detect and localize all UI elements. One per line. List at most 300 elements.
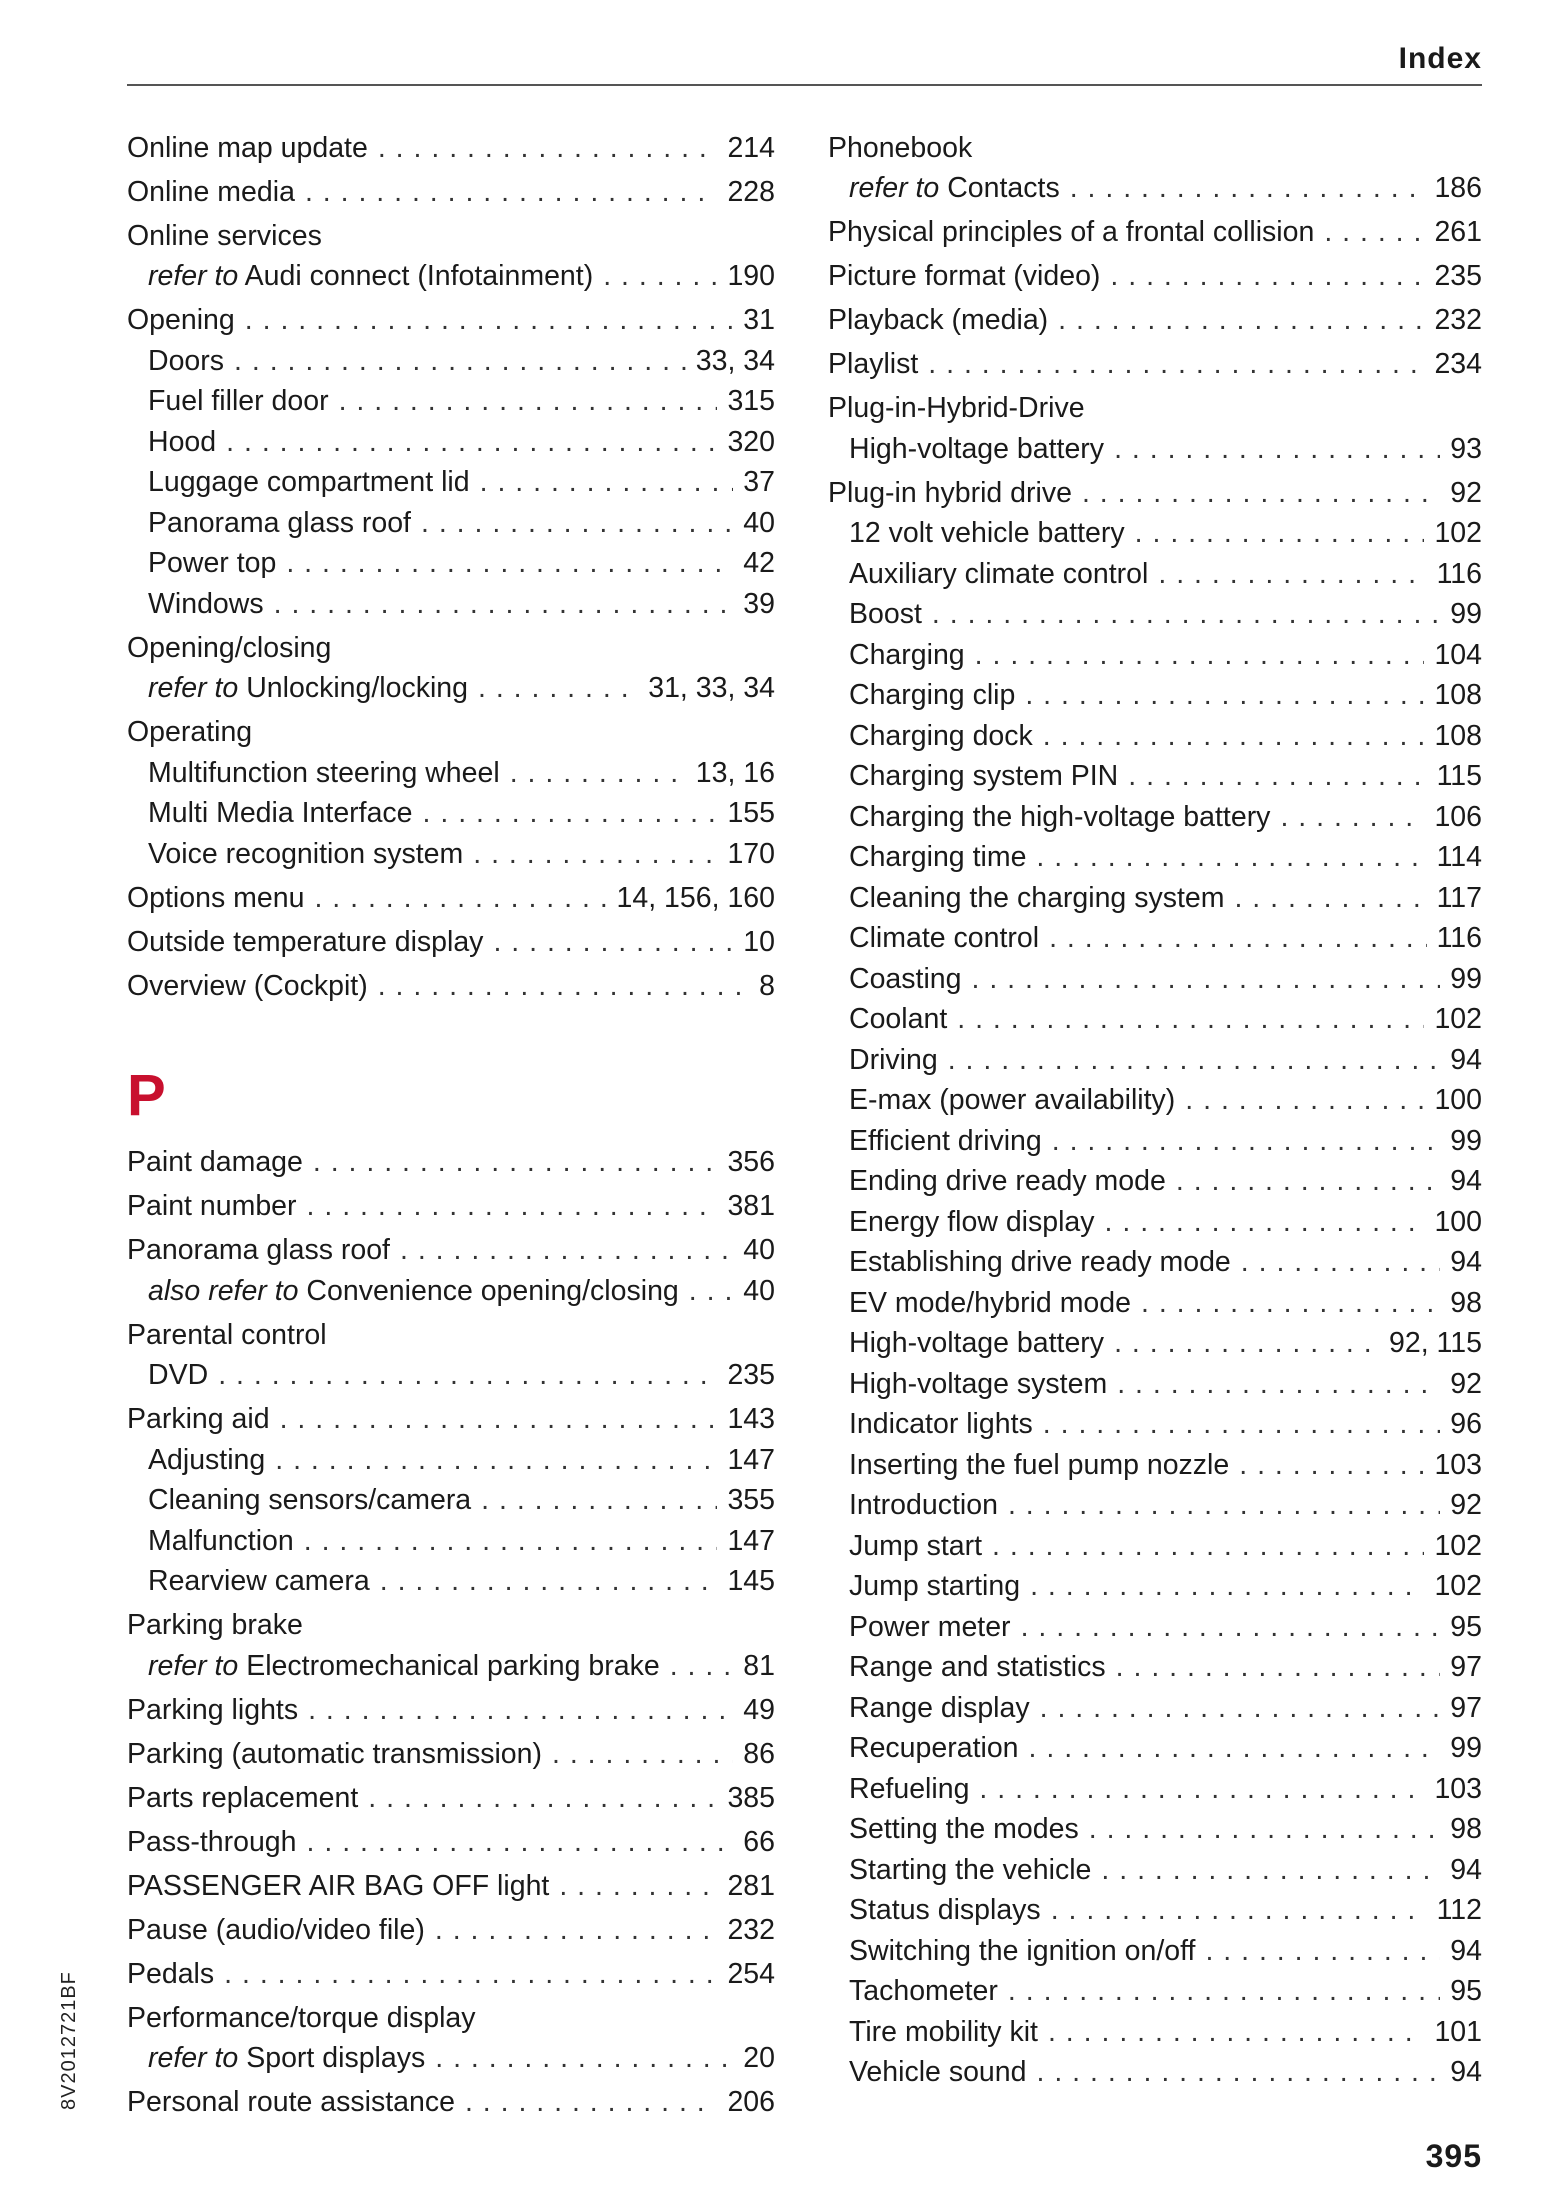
entry-label (148, 584, 264, 625)
entry-label (127, 128, 368, 169)
dot-leader (1241, 1242, 1441, 1283)
index-subentry (828, 1971, 1482, 2012)
entry-label (849, 1526, 982, 1567)
index-subentry (828, 635, 1482, 676)
entry-text: Pedals (127, 1957, 215, 1990)
entry-label (849, 1283, 1131, 1324)
entry-text: Parts replacement (127, 1781, 359, 1814)
page-reference: 101 (1434, 2015, 1482, 2048)
index-entry (127, 1186, 775, 1227)
entry-label (849, 1242, 1231, 1283)
entry-label (148, 1440, 265, 1481)
page-reference: 155 (727, 797, 775, 829)
entry-label (127, 1605, 303, 1646)
entry-label (148, 543, 276, 584)
index-subentry (828, 1688, 1482, 1729)
page-reference: 117 (1436, 881, 1482, 914)
cross-reference-prefix: refer to (148, 672, 239, 704)
page-reference: 40 (743, 1234, 775, 1266)
index-entry (127, 216, 775, 257)
page-reference: 115 (1436, 760, 1482, 792)
entry-text: Panorama glass roof (127, 1234, 390, 1266)
entry-label (127, 628, 331, 669)
entry-label (148, 256, 593, 297)
index-entry (127, 1230, 775, 1271)
index-subentry (127, 1480, 775, 1521)
index-subentry (828, 675, 1482, 716)
index-subentry (828, 1202, 1482, 1243)
dot-leader (307, 1822, 734, 1863)
index-subentry (828, 1809, 1482, 1850)
entry-text: High-voltage battery (849, 432, 1105, 465)
entry-text: Sport displays (246, 2042, 426, 2074)
entry-label (127, 922, 483, 963)
index-entry (127, 1910, 775, 1951)
dot-leader (1036, 2052, 1440, 2093)
entry-label (148, 1521, 294, 1562)
page-reference: 228 (727, 175, 775, 208)
entry-text: Power top (148, 547, 277, 579)
index-subentry (127, 1440, 775, 1481)
page-reference: 143 (727, 1403, 775, 1435)
index-list-o (127, 128, 775, 1007)
entry-label (127, 1734, 542, 1775)
entry-text: Coolant (849, 1003, 948, 1035)
page-reference: 98 (1450, 1286, 1482, 1319)
page-reference: 320 (727, 425, 775, 458)
dot-leader (1185, 1080, 1424, 1121)
index-subentry (828, 594, 1482, 635)
dot-leader (670, 1646, 734, 1687)
index-subentry (828, 1364, 1482, 1405)
page-reference: 8 (759, 969, 775, 1002)
entry-label (828, 473, 1072, 514)
entry-label (849, 1323, 1104, 1364)
dot-leader (1040, 1688, 1441, 1729)
dot-leader (400, 1230, 733, 1271)
entry-label (849, 1890, 1041, 1931)
entry-text: Adjusting (148, 1443, 266, 1476)
page-reference: 100 (1434, 1084, 1482, 1116)
page-reference: 116 (1436, 557, 1482, 590)
dot-leader (286, 543, 733, 584)
page-reference: 102 (1434, 1003, 1482, 1035)
cross-reference-prefix: refer to (849, 172, 940, 204)
entry-label (148, 668, 468, 709)
dot-leader (948, 1040, 1441, 1081)
cross-reference-prefix: refer to (148, 260, 239, 292)
page-reference: 97 (1450, 1691, 1482, 1724)
index-entry (828, 256, 1482, 297)
entry-text: Efficient driving (849, 1124, 1042, 1157)
entry-text: Rearview camera (148, 1565, 370, 1597)
index-column-left (127, 124, 775, 2123)
dot-leader (1051, 1890, 1427, 1931)
entry-label (849, 1202, 1095, 1243)
entry-text: Charging clip (849, 679, 1016, 711)
index-entry (127, 1605, 775, 1646)
page-reference: 235 (727, 1359, 775, 1391)
entry-text: Plug-in-Hybrid-Drive (828, 392, 1085, 424)
entry-text: Inserting the fuel pump nozzle (849, 1448, 1230, 1481)
dot-leader (928, 344, 1424, 385)
page-reference: 14, 156, 160 (616, 881, 775, 914)
entry-text: Plug-in hybrid drive (828, 476, 1072, 509)
page-reference: 106 (1434, 800, 1482, 833)
document-code: 8V2012721BF (58, 1971, 80, 2110)
entry-text: Hood (148, 425, 217, 458)
entry-label (849, 716, 1033, 757)
index-entry (127, 1822, 775, 1863)
page-reference: 315 (727, 385, 775, 417)
entry-label (849, 2012, 1038, 2053)
dot-leader (1021, 1607, 1441, 1648)
page-reference: 66 (743, 1825, 775, 1858)
index-entry (127, 128, 775, 169)
dot-leader (979, 1769, 1424, 1810)
dot-leader (957, 999, 1424, 1040)
entry-text: Online services (127, 219, 322, 252)
dot-leader (314, 878, 606, 919)
dot-leader (304, 1521, 718, 1562)
index-subentry (828, 756, 1482, 797)
dot-leader (1280, 797, 1424, 838)
dot-leader (421, 503, 733, 544)
page-reference: 13, 16 (695, 756, 775, 789)
index-entry (127, 1315, 775, 1356)
dot-leader (603, 256, 717, 297)
index-subentry (828, 513, 1482, 554)
dot-leader (1070, 168, 1425, 209)
index-subentry (127, 341, 775, 382)
entry-text: Starting the vehicle (849, 1853, 1092, 1886)
page-reference: 94 (1450, 1934, 1482, 1967)
entry-text: Malfunction (148, 1524, 294, 1557)
page-reference: 281 (727, 1869, 775, 1902)
dot-leader (380, 1561, 718, 1602)
page-reference: 235 (1434, 260, 1482, 292)
dot-leader (1058, 300, 1424, 341)
index-subentry (828, 1566, 1482, 1607)
entry-label (849, 513, 1125, 554)
dot-leader (280, 1399, 718, 1440)
entry-label (127, 1998, 476, 2039)
entry-text: Luggage compartment lid (148, 466, 470, 498)
entry-text: Jump start (849, 1529, 983, 1562)
index-subentry (127, 256, 775, 297)
entry-label (127, 1866, 549, 1907)
entry-label (849, 1161, 1166, 1202)
index-list-p-continued (828, 128, 1482, 2093)
page-reference: 98 (1450, 1813, 1482, 1845)
index-subentry (127, 462, 775, 503)
page-reference: 100 (1434, 1205, 1482, 1238)
entry-text: Pause (audio/video file) (127, 1913, 425, 1946)
entry-text: Online map update (127, 131, 368, 164)
dot-leader (1048, 2012, 1424, 2053)
dot-leader (423, 793, 718, 834)
entry-text: Energy flow display (849, 1205, 1095, 1238)
entry-label (849, 675, 1015, 716)
entry-text: Doors (148, 344, 225, 377)
entry-text: Electromechanical parking brake (246, 1649, 660, 1682)
page-reference: 94 (1450, 1853, 1482, 1886)
page-reference: 261 (1434, 216, 1482, 248)
dot-leader (552, 1734, 733, 1775)
dot-leader (465, 2082, 718, 2123)
page-reference: 40 (743, 506, 775, 539)
entry-label (828, 128, 972, 169)
dot-leader (1141, 1283, 1440, 1324)
page-reference: 108 (1434, 679, 1482, 711)
page-reference: 385 (727, 1781, 775, 1814)
entry-label (148, 793, 413, 834)
page-reference: 92 (1450, 1489, 1482, 1521)
dot-leader (1117, 1364, 1440, 1405)
index-subentry (828, 1607, 1482, 1648)
entry-label (828, 256, 1100, 297)
entry-text: Convenience opening/closing (306, 1274, 679, 1307)
dot-leader (1110, 256, 1424, 297)
index-entry (127, 1998, 775, 2039)
section-letter: P (127, 1063, 166, 1128)
entry-label (127, 1778, 358, 1819)
dot-leader (339, 381, 718, 422)
dot-leader (510, 753, 686, 794)
page-reference: 39 (743, 587, 775, 620)
dot-leader (478, 668, 638, 709)
entry-label (849, 1728, 1019, 1769)
dot-leader (1239, 1445, 1424, 1486)
entry-label (148, 422, 216, 463)
index-entry (127, 712, 775, 753)
entry-text: Cleaning sensors/camera (148, 1484, 472, 1516)
page-reference: 104 (1434, 638, 1482, 671)
entry-text: Operating (127, 716, 253, 748)
index-subentry (127, 422, 775, 463)
dot-leader (1158, 554, 1426, 595)
index-subentry (127, 584, 775, 625)
page-reference: 81 (743, 1649, 775, 1682)
entry-text: Recuperation (849, 1732, 1019, 1764)
entry-label (849, 554, 1148, 595)
entry-label (849, 1769, 969, 1810)
entry-label (127, 1186, 297, 1227)
entry-text: Paint number (127, 1190, 297, 1222)
entry-text: Climate control (849, 922, 1040, 954)
entry-label (849, 1688, 1030, 1729)
page-reference: 147 (727, 1524, 775, 1557)
page-reference: 92, 115 (1389, 1327, 1482, 1359)
entry-text: Setting the modes (849, 1813, 1079, 1845)
page-reference: 102 (1434, 517, 1482, 549)
entry-text: Charging time (849, 841, 1027, 873)
dot-leader (1049, 918, 1426, 959)
index-subentry (127, 753, 775, 794)
entry-label (849, 1485, 998, 1526)
dot-leader (378, 128, 718, 169)
index-entry (127, 300, 775, 341)
entry-label (849, 1364, 1107, 1405)
index-subentry (828, 1728, 1482, 1769)
page-reference: 99 (1450, 962, 1482, 995)
dot-leader (1205, 1931, 1440, 1972)
dot-leader (493, 922, 733, 963)
entry-text: Multifunction steering wheel (148, 756, 500, 789)
entry-text: 12 volt vehicle battery (849, 517, 1125, 549)
page-reference: 381 (727, 1190, 775, 1222)
index-entry (828, 388, 1482, 429)
page-reference: 95 (1450, 1975, 1482, 2007)
entry-text: Charging dock (849, 719, 1033, 752)
entry-text: Parental control (127, 1318, 327, 1351)
page-reference: 49 (743, 1693, 775, 1726)
index-entry (127, 966, 775, 1007)
index-list-p (127, 1142, 775, 2123)
index-subentry (828, 429, 1482, 470)
page-reference: 99 (1450, 1124, 1482, 1157)
page-reference: 103 (1434, 1448, 1482, 1481)
entry-text: Switching the ignition on/off (849, 1934, 1196, 1967)
index-subentry (828, 2052, 1482, 2093)
dot-leader (1135, 513, 1425, 554)
entry-label (849, 1971, 998, 2012)
index-subentry (127, 1646, 775, 1687)
entry-text: High-voltage system (849, 1367, 1108, 1400)
entry-label (127, 1690, 298, 1731)
entry-text: Establishing drive ready mode (849, 1246, 1231, 1278)
entry-label (849, 1404, 1033, 1445)
entry-label (148, 341, 224, 382)
entry-text: Overview (Cockpit) (127, 969, 368, 1002)
entry-text: Online media (127, 175, 295, 208)
dot-leader (1043, 716, 1425, 757)
entry-text: Power meter (849, 1610, 1011, 1643)
entry-text: Vehicle sound (849, 2056, 1027, 2088)
index-entry (828, 212, 1482, 253)
entry-text: Jump starting (849, 1570, 1021, 1602)
entry-label (849, 797, 1270, 838)
entry-text: E-max (power availability) (849, 1084, 1176, 1116)
index-subentry (127, 543, 775, 584)
entry-label (148, 503, 411, 544)
index-entry (127, 1690, 775, 1731)
dot-leader (224, 1954, 717, 1995)
entry-text: Opening (127, 304, 235, 336)
entry-label (849, 1445, 1229, 1486)
page-reference: 102 (1434, 1570, 1482, 1602)
page-reference: 145 (727, 1565, 775, 1597)
index-entry (127, 1399, 775, 1440)
index-subentry (828, 1890, 1482, 1931)
entry-label (148, 381, 329, 422)
page-reference: 232 (727, 1913, 775, 1946)
index-subentry (828, 1404, 1482, 1445)
entry-text: Range display (849, 1691, 1030, 1724)
index-subentry (127, 1521, 775, 1562)
index-subentry (828, 797, 1482, 838)
entry-text: Contacts (947, 172, 1060, 204)
entry-label (849, 878, 1224, 919)
entry-label (849, 1931, 1195, 1972)
page-reference: 355 (727, 1484, 775, 1516)
entry-label (148, 1271, 679, 1312)
entry-label (127, 300, 235, 341)
entry-label (849, 594, 922, 635)
entry-label (148, 1355, 208, 1396)
entry-label (828, 344, 918, 385)
entry-text: Coasting (849, 962, 962, 995)
entry-label (127, 1910, 425, 1951)
entry-text: Indicator lights (849, 1408, 1033, 1440)
dot-leader (435, 1910, 718, 1951)
page-reference: 234 (1434, 348, 1482, 380)
page-reference: 95 (1450, 1610, 1482, 1643)
entry-text: Picture format (video) (828, 260, 1101, 292)
entry-text: Charging (849, 638, 965, 671)
entry-label (127, 2082, 455, 2123)
dot-leader (932, 594, 1440, 635)
page-reference: 94 (1450, 2056, 1482, 2088)
index-subentry (828, 1040, 1482, 1081)
cross-reference-prefix: also refer to (148, 1274, 299, 1307)
index-subentry (828, 168, 1482, 209)
page-reference: 99 (1450, 598, 1482, 630)
page-reference: 97 (1450, 1651, 1482, 1683)
dot-leader (1114, 1323, 1379, 1364)
entry-text: Range and statistics (849, 1651, 1106, 1683)
dot-leader (274, 584, 734, 625)
page-header-title: Index (1398, 42, 1482, 75)
index-entry (127, 1954, 775, 1995)
index-subentry (127, 793, 775, 834)
entry-text: DVD (148, 1359, 209, 1391)
index-subentry (828, 554, 1482, 595)
entry-label (849, 756, 1118, 797)
entry-text: Auxiliary climate control (849, 557, 1149, 590)
entry-text: Phonebook (828, 131, 973, 164)
index-subentry (127, 834, 775, 875)
entry-text: Parking brake (127, 1609, 303, 1641)
entry-text: Performance/torque display (127, 2001, 476, 2034)
page-reference: 33, 34 (695, 344, 775, 377)
page-reference: 40 (743, 1274, 775, 1307)
entry-text: Status displays (849, 1894, 1041, 1926)
page-reference: 116 (1436, 922, 1482, 954)
dot-leader (1043, 1404, 1441, 1445)
page-reference: 206 (727, 2086, 775, 2118)
entry-text: PASSENGER AIR BAG OFF light (127, 1869, 550, 1902)
entry-label (849, 429, 1104, 470)
entry-label (127, 712, 252, 753)
index-subentry (828, 1931, 1482, 1972)
entry-label (148, 2038, 425, 2079)
dot-leader (1114, 429, 1440, 470)
entry-label (127, 172, 295, 213)
dot-leader (313, 1142, 718, 1183)
page-reference: 254 (727, 1957, 775, 1990)
entry-text: Parking aid (127, 1403, 270, 1435)
entry-label (849, 168, 1060, 209)
index-entry (127, 628, 775, 669)
entry-label (849, 1080, 1175, 1121)
dot-leader (234, 341, 686, 382)
page-reference: 31, 33, 34 (648, 672, 775, 704)
index-subentry (828, 716, 1482, 757)
dot-leader (480, 462, 734, 503)
index-subentry (127, 668, 775, 709)
entry-label (127, 1399, 270, 1440)
